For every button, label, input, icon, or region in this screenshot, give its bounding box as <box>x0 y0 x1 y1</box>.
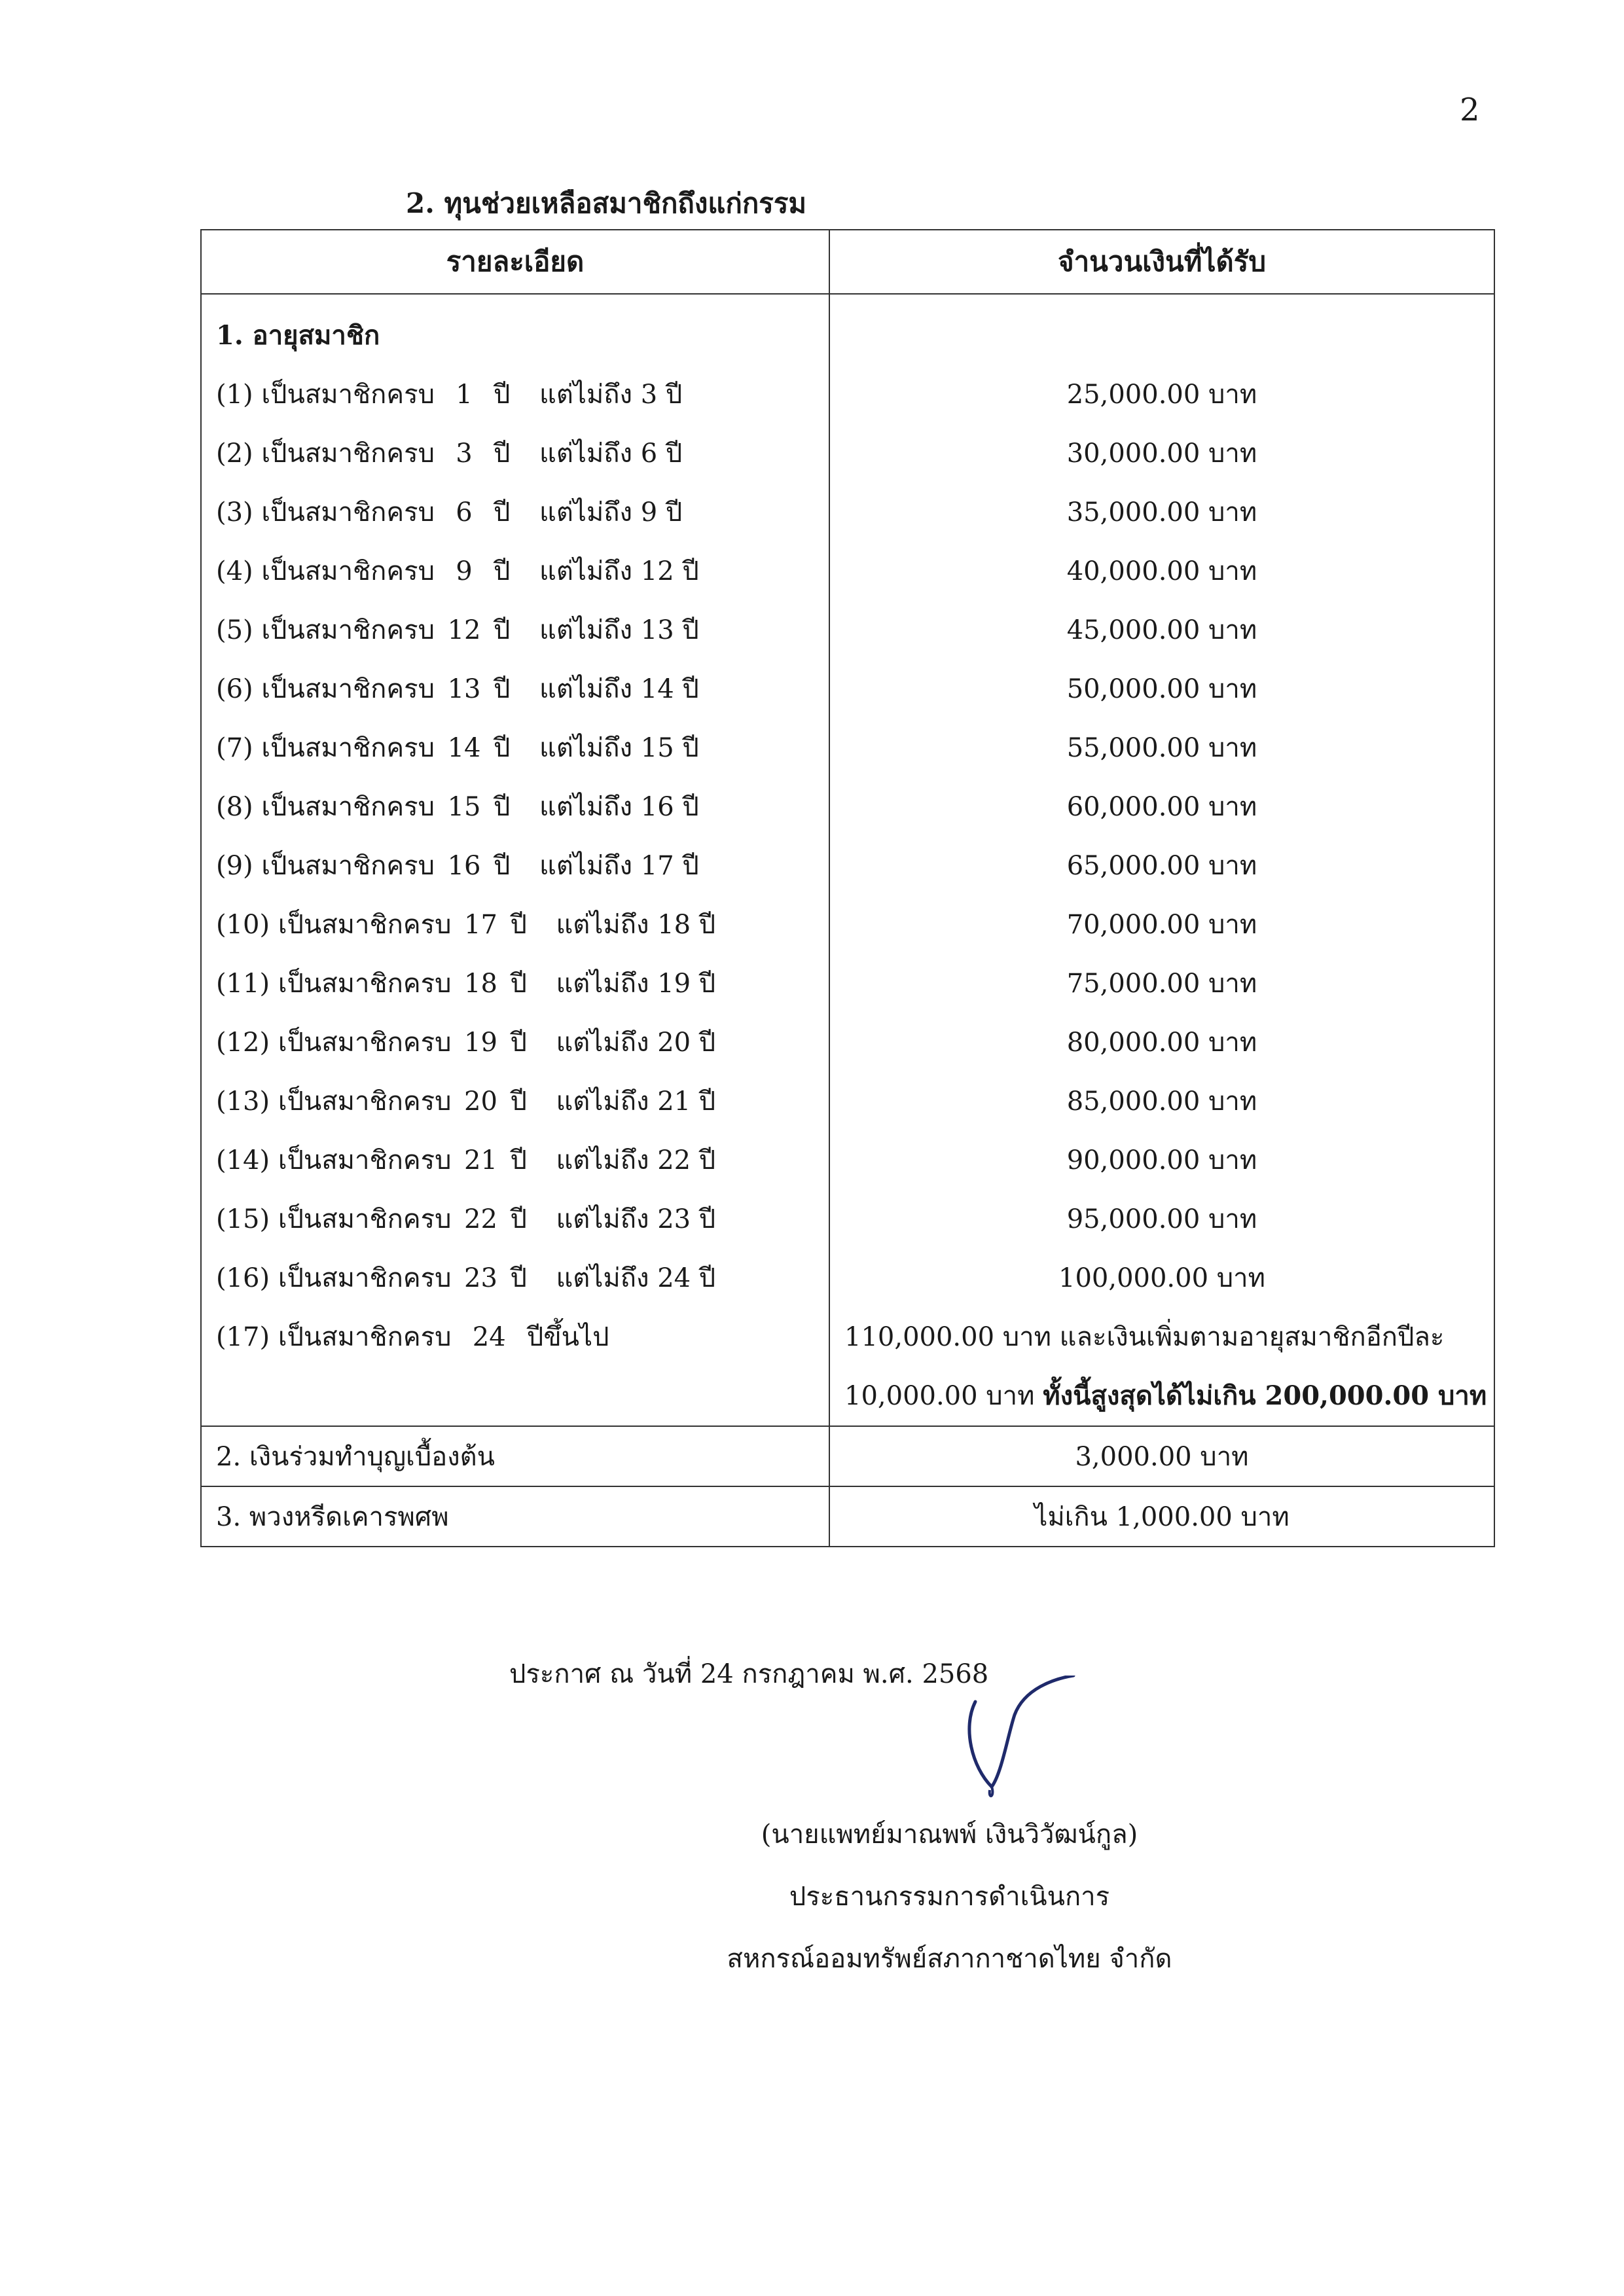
table-row-amount: 65,000.00 บาท <box>1066 851 1257 881</box>
row-index: (11) เป็นสมาชิกครบ <box>216 969 452 999</box>
table-row-amount: 40,000.00 บาท <box>1066 556 1257 586</box>
table-row-detail <box>216 778 829 836</box>
row-index: (3) เป็นสมาชิกครบ <box>216 497 435 528</box>
row-until: แต่ไม่ถึง 20 ปี <box>556 1028 716 1058</box>
row-unit: ปี <box>494 439 511 469</box>
signer-organization: สหกรณ์ออมทรัพย์สภากาชาดไทย จำกัด <box>727 1944 1172 1974</box>
table-row-detail <box>216 836 829 895</box>
table-row-detail <box>216 483 829 542</box>
row-from: 1 <box>456 380 473 410</box>
table-row-amount: 30,000.00 บาท <box>1066 439 1257 469</box>
row-from: 14 <box>447 733 481 763</box>
table-row-amount: 95,000.00 บาท <box>1066 1204 1257 1234</box>
wreath-amount: ไม่เกิน 1,000.00 บาท <box>829 1486 1494 1547</box>
row-from: 6 <box>456 497 473 528</box>
table-row-17-detail <box>216 1308 829 1367</box>
row-unit: ปี <box>494 733 511 763</box>
row-until: ปีขึ้นไป <box>526 1322 609 1352</box>
wreath-row <box>201 1486 1494 1547</box>
row-index: (4) เป็นสมาชิกครบ <box>216 556 435 586</box>
merit-row <box>201 1426 1494 1486</box>
age-details-cell <box>201 294 829 1426</box>
row-17-amount-line1: 110,000.00 บาท และเงินเพิ่มตามอายุสมาชิกอีกปีละ <box>844 1322 1445 1352</box>
age-section-row <box>201 294 1494 1426</box>
table-row-amount: 85,000.00 บาท <box>1066 1086 1257 1117</box>
row-index: (12) เป็นสมาชิกครบ <box>216 1028 452 1058</box>
row-index: (14) เป็นสมาชิกครบ <box>216 1145 452 1175</box>
row-index: (2) เป็นสมาชิกครบ <box>216 439 435 469</box>
row-unit: ปี <box>510 1204 527 1234</box>
row-from: 12 <box>447 615 481 645</box>
row-from: 18 <box>464 969 497 999</box>
table-row-detail <box>216 1131 829 1190</box>
row-until: แต่ไม่ถึง 17 ปี <box>539 851 699 881</box>
row-until: แต่ไม่ถึง 14 ปี <box>539 674 699 704</box>
row-from: 24 <box>472 1322 506 1352</box>
signer-name: (นายแพทย์มาณพพ์ เงินวิวัฒน์กูล) <box>761 1820 1138 1850</box>
row-from: 17 <box>464 910 497 940</box>
row-until: แต่ไม่ถึง 16 ปี <box>539 792 699 822</box>
row-from: 16 <box>447 851 481 881</box>
row-unit: ปี <box>510 969 527 999</box>
row-index: (13) เป็นสมาชิกครบ <box>216 1086 452 1117</box>
row-index: (7) เป็นสมาชิกครบ <box>216 733 435 763</box>
signer-position: ประธานกรรมการดำเนินการ <box>789 1882 1110 1912</box>
row-from: 23 <box>464 1263 497 1293</box>
table-row-detail <box>216 601 829 660</box>
row-17-amount-plain: 10,000.00 บาท <box>844 1381 1043 1411</box>
signature-mark <box>962 1676 1080 1800</box>
row-until: แต่ไม่ถึง 3 ปี <box>539 380 683 410</box>
row-unit: ปี <box>494 556 511 586</box>
header-amount: จำนวนเงินที่ได้รับ <box>829 230 1494 294</box>
age-amount-spacer <box>830 306 1494 365</box>
table-row-amount: 50,000.00 บาท <box>1066 674 1257 704</box>
row-until: แต่ไม่ถึง 18 ปี <box>556 910 716 940</box>
table-row-detail <box>216 1013 829 1072</box>
merit-label: 2. เงินร่วมทำบุญเบื้องต้น <box>201 1426 829 1486</box>
table-row-detail <box>216 660 829 719</box>
row-unit: ปี <box>494 497 511 528</box>
row-unit: ปี <box>510 910 527 940</box>
table-row-detail <box>216 954 829 1013</box>
row-until: แต่ไม่ถึง 6 ปี <box>539 439 683 469</box>
table-header-row <box>201 230 1494 294</box>
announcement-date: ประกาศ ณ วันที่ 24 กรกฎาคม พ.ศ. 2568 <box>509 1659 989 1689</box>
benefit-table <box>200 229 1495 1547</box>
table-row-amount: 100,000.00 บาท <box>1058 1263 1265 1293</box>
table-row-amount: 90,000.00 บาท <box>1066 1145 1257 1175</box>
age-rows-left <box>216 365 829 1308</box>
row-unit: ปี <box>494 792 511 822</box>
row-index: (6) เป็นสมาชิกครบ <box>216 674 435 704</box>
row-index: (15) เป็นสมาชิกครบ <box>216 1204 452 1234</box>
row-from: 15 <box>447 792 481 822</box>
row-17-amount-cap: ทั้งนี้สูงสุดได้ไม่เกิน 200,000.00 บาท <box>1043 1380 1487 1411</box>
table-row-amount: 75,000.00 บาท <box>1066 969 1257 999</box>
row-index: (1) เป็นสมาชิกครบ <box>216 380 435 410</box>
wreath-label: 3. พวงหรีดเคารพศพ <box>201 1486 829 1547</box>
table-row-amount: 60,000.00 บาท <box>1066 792 1257 822</box>
table-row-detail <box>216 365 829 424</box>
table-row-amount: 35,000.00 บาท <box>1066 497 1257 528</box>
row-index: (5) เป็นสมาชิกครบ <box>216 615 435 645</box>
table-row-detail <box>216 1249 829 1308</box>
row-unit: ปี <box>510 1145 527 1175</box>
row-index: (8) เป็นสมาชิกครบ <box>216 792 435 822</box>
row-index: (16) เป็นสมาชิกครบ <box>216 1263 452 1293</box>
row-from: 22 <box>464 1204 497 1234</box>
row-until: แต่ไม่ถึง 22 ปี <box>556 1145 716 1175</box>
row-unit: ปี <box>510 1028 527 1058</box>
row-index: (17) เป็นสมาชิกครบ <box>216 1322 452 1352</box>
row-from: 19 <box>464 1028 497 1058</box>
row-index: (10) เป็นสมาชิกครบ <box>216 910 452 940</box>
page-number: 2 <box>1460 92 1480 128</box>
row-unit: ปี <box>510 1263 527 1293</box>
row-unit: ปี <box>494 851 511 881</box>
row-17-amount-line2 <box>830 1367 1494 1426</box>
row-unit: ปี <box>494 380 511 410</box>
table-row-detail <box>216 542 829 601</box>
row-index: (9) เป็นสมาชิกครบ <box>216 851 435 881</box>
table-row-amount: 55,000.00 บาท <box>1066 733 1257 763</box>
row-17-spacer <box>216 1367 829 1426</box>
row-from: 21 <box>464 1145 497 1175</box>
table-row-detail <box>216 895 829 954</box>
row-until: แต่ไม่ถึง 24 ปี <box>556 1263 716 1293</box>
row-until: แต่ไม่ถึง 21 ปี <box>556 1086 716 1117</box>
row-from: 9 <box>456 556 473 586</box>
row-from: 3 <box>456 439 473 469</box>
table-row-amount: 25,000.00 บาท <box>1066 380 1257 410</box>
row-until: แต่ไม่ถึง 9 ปี <box>539 497 683 528</box>
age-section-label: 1. อายุสมาชิก <box>216 320 380 351</box>
table-row-amount: 70,000.00 บาท <box>1066 910 1257 940</box>
row-until: แต่ไม่ถึง 12 ปี <box>539 556 699 586</box>
merit-amount: 3,000.00 บาท <box>829 1426 1494 1486</box>
row-from: 20 <box>464 1086 497 1117</box>
table-row-detail <box>216 1072 829 1131</box>
row-unit: ปี <box>494 615 511 645</box>
table-row-amount: 80,000.00 บาท <box>1066 1028 1257 1058</box>
row-unit: ปี <box>494 674 511 704</box>
header-details: รายละเอียด <box>201 230 829 294</box>
row-until: แต่ไม่ถึง 13 ปี <box>539 615 699 645</box>
age-amount-cell <box>829 294 1494 1426</box>
section-title: 2. ทุนช่วยเหลือสมาชิกถึงแก่กรรม <box>406 187 807 219</box>
table-row-detail <box>216 1190 829 1249</box>
row-from: 13 <box>447 674 481 704</box>
row-until: แต่ไม่ถึง 23 ปี <box>556 1204 716 1234</box>
row-unit: ปี <box>510 1086 527 1117</box>
row-until: แต่ไม่ถึง 15 ปี <box>539 733 699 763</box>
age-rows-right <box>830 365 1494 1308</box>
table-row-detail <box>216 719 829 778</box>
table-row-detail <box>216 424 829 483</box>
row-until: แต่ไม่ถึง 19 ปี <box>556 969 716 999</box>
table-row-amount: 45,000.00 บาท <box>1066 615 1257 645</box>
